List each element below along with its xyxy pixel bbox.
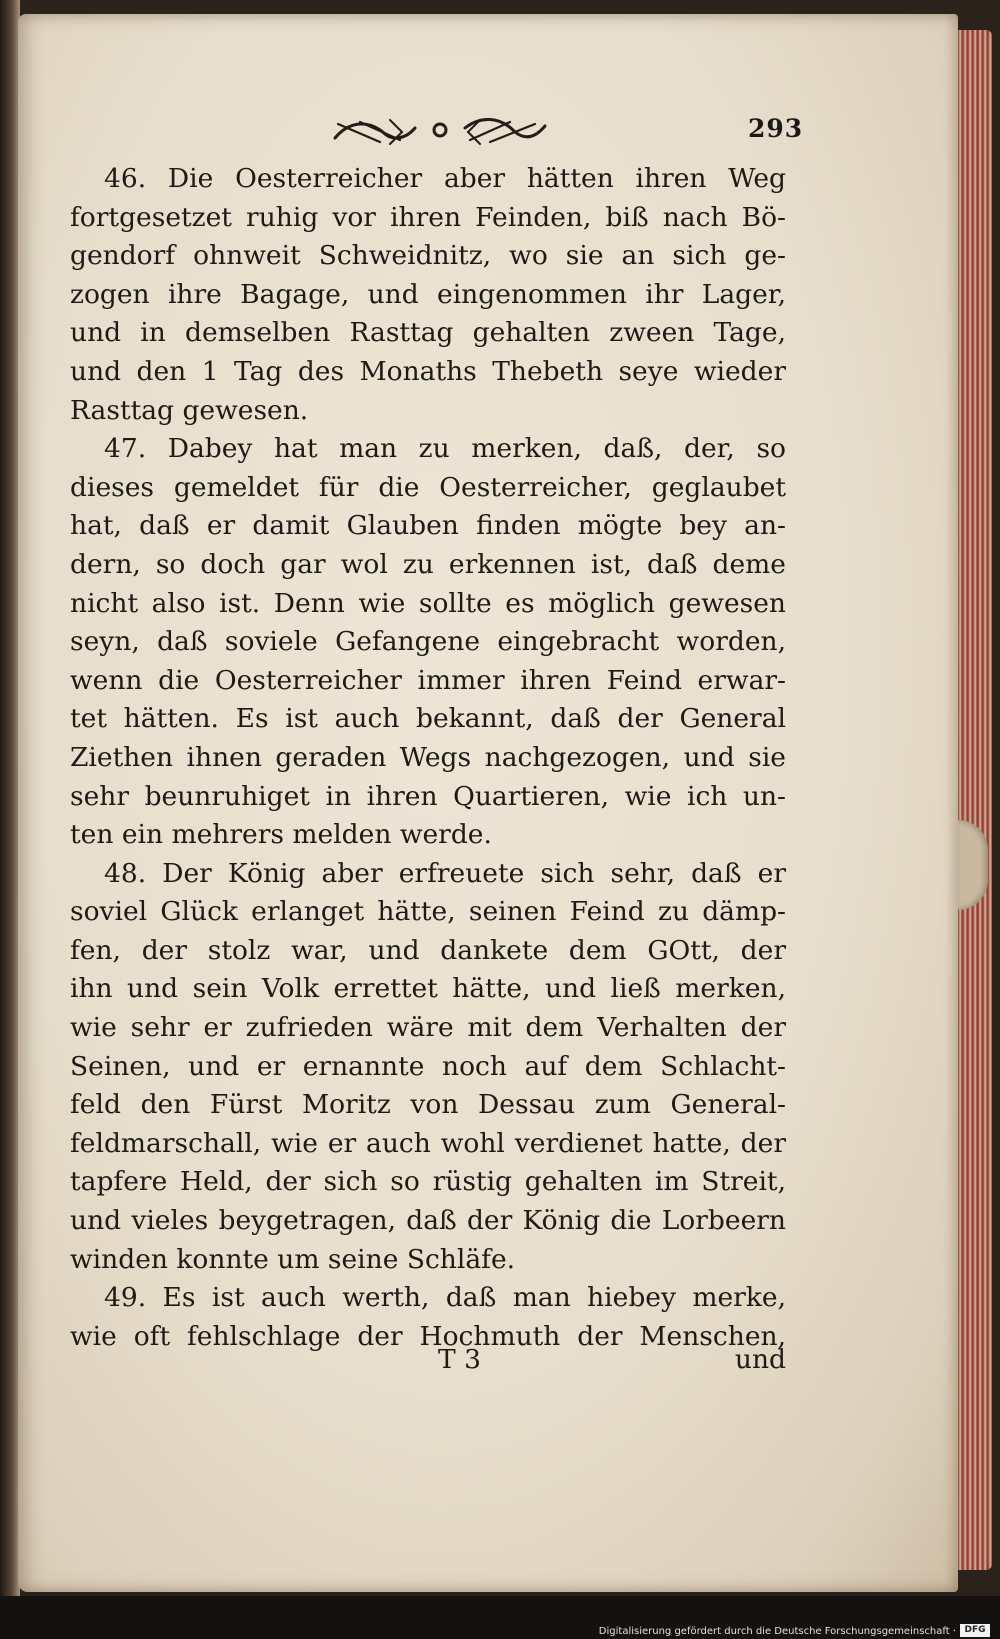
- page-footer: [70, 1344, 786, 1384]
- text-line: Seinen, und er ernannte noch auf dem Schlacht-: [70, 1050, 786, 1082]
- text-line: ihn und sein Volk errettet hätte, und ließ merken,: [70, 973, 786, 1005]
- book-page-edges: [952, 30, 992, 1570]
- text-line: dern, so doch gar wol zu erkennen ist, daß deme: [70, 548, 786, 580]
- text-line: Ziethen ihnen geraden Wegs nachgezogen, und sie: [70, 741, 786, 773]
- text-line: feldmarschall, wie er auch wohl verdienet hatte, der: [70, 1127, 786, 1159]
- header-ornament: [330, 112, 550, 148]
- text-line: hat, daß er damit Glauben finden mögte bey an-: [70, 510, 786, 542]
- digitization-credit: Digitalisierung gefördert durch die Deutsche Forschungsgemeinschaft ·: [598, 1626, 956, 1637]
- text-line: und den 1 Tag des Monaths Thebeth seye wieder: [70, 355, 786, 387]
- text-line: dieses gemeldet für die Oesterreicher, geglaubet: [70, 471, 786, 503]
- page-number: 293: [748, 114, 804, 143]
- text-line: ten ein mehrers melden werde.: [70, 819, 492, 851]
- text-line: sehr beunruhiget in ihren Quartieren, wie ich un-: [70, 780, 786, 812]
- text-line: gendorf ohnweit Schweidnitz, wo sie an sich ge-: [70, 240, 786, 272]
- text-line: Rasttag gewesen.: [70, 394, 309, 426]
- text-line: 46. Die Oesterreicher aber hätten ihren Weg: [104, 163, 786, 194]
- text-line: wenn die Oesterreicher immer ihren Feind erwar-: [70, 664, 786, 696]
- text-line: tapfere Held, der sich so rüstig gehalten im Streit,: [70, 1166, 786, 1198]
- text-line: und vieles beygetragen, daß der König die Lorbeern: [70, 1205, 786, 1237]
- text-line: nicht also ist. Denn wie sollte es möglich gewesen: [70, 587, 786, 619]
- catchword: und: [734, 1344, 786, 1375]
- text-line: 49. Es ist auch werth, daß man hiebey merke,: [104, 1282, 786, 1314]
- body-text: [70, 160, 786, 1356]
- text-line: und in demselben Rasttag gehalten zween Tage,: [70, 317, 786, 349]
- text-line: wie sehr er zufrieden wäre mit dem Verhalten der: [70, 1012, 786, 1044]
- text-line: feld den Fürst Moritz von Dessau zum General-: [70, 1089, 786, 1121]
- dfg-logo: DFG: [960, 1624, 990, 1637]
- text-line: 48. Der König aber erfreuete sich sehr, daß er: [104, 857, 786, 889]
- text-line: soviel Glück erlanget hätte, seinen Feind zu dämp-: [70, 896, 786, 928]
- signature-mark: T 3: [438, 1344, 481, 1375]
- text-line: tet hätten. Es ist auch bekannt, daß der General: [70, 703, 786, 735]
- text-line: wie oft fehlschlage der Hochmuth der Menschen,: [70, 1320, 786, 1352]
- text-line: 47. Dabey hat man zu merken, daß, der, so: [104, 433, 786, 465]
- text-line: fortgesetzet ruhig vor ihren Feinden, biß nach Bö-: [70, 201, 786, 233]
- text-line: zogen ihre Bagage, und eingenommen ihr Lager,: [70, 278, 786, 310]
- text-line: seyn, daß soviele Gefangene eingebracht worden,: [70, 626, 786, 658]
- text-line: fen, der stolz war, und dankete dem GOtt, der: [70, 934, 786, 966]
- previous-page-edge: [0, 0, 20, 1600]
- text-line: winden konnte um seine Schläfe.: [70, 1243, 516, 1275]
